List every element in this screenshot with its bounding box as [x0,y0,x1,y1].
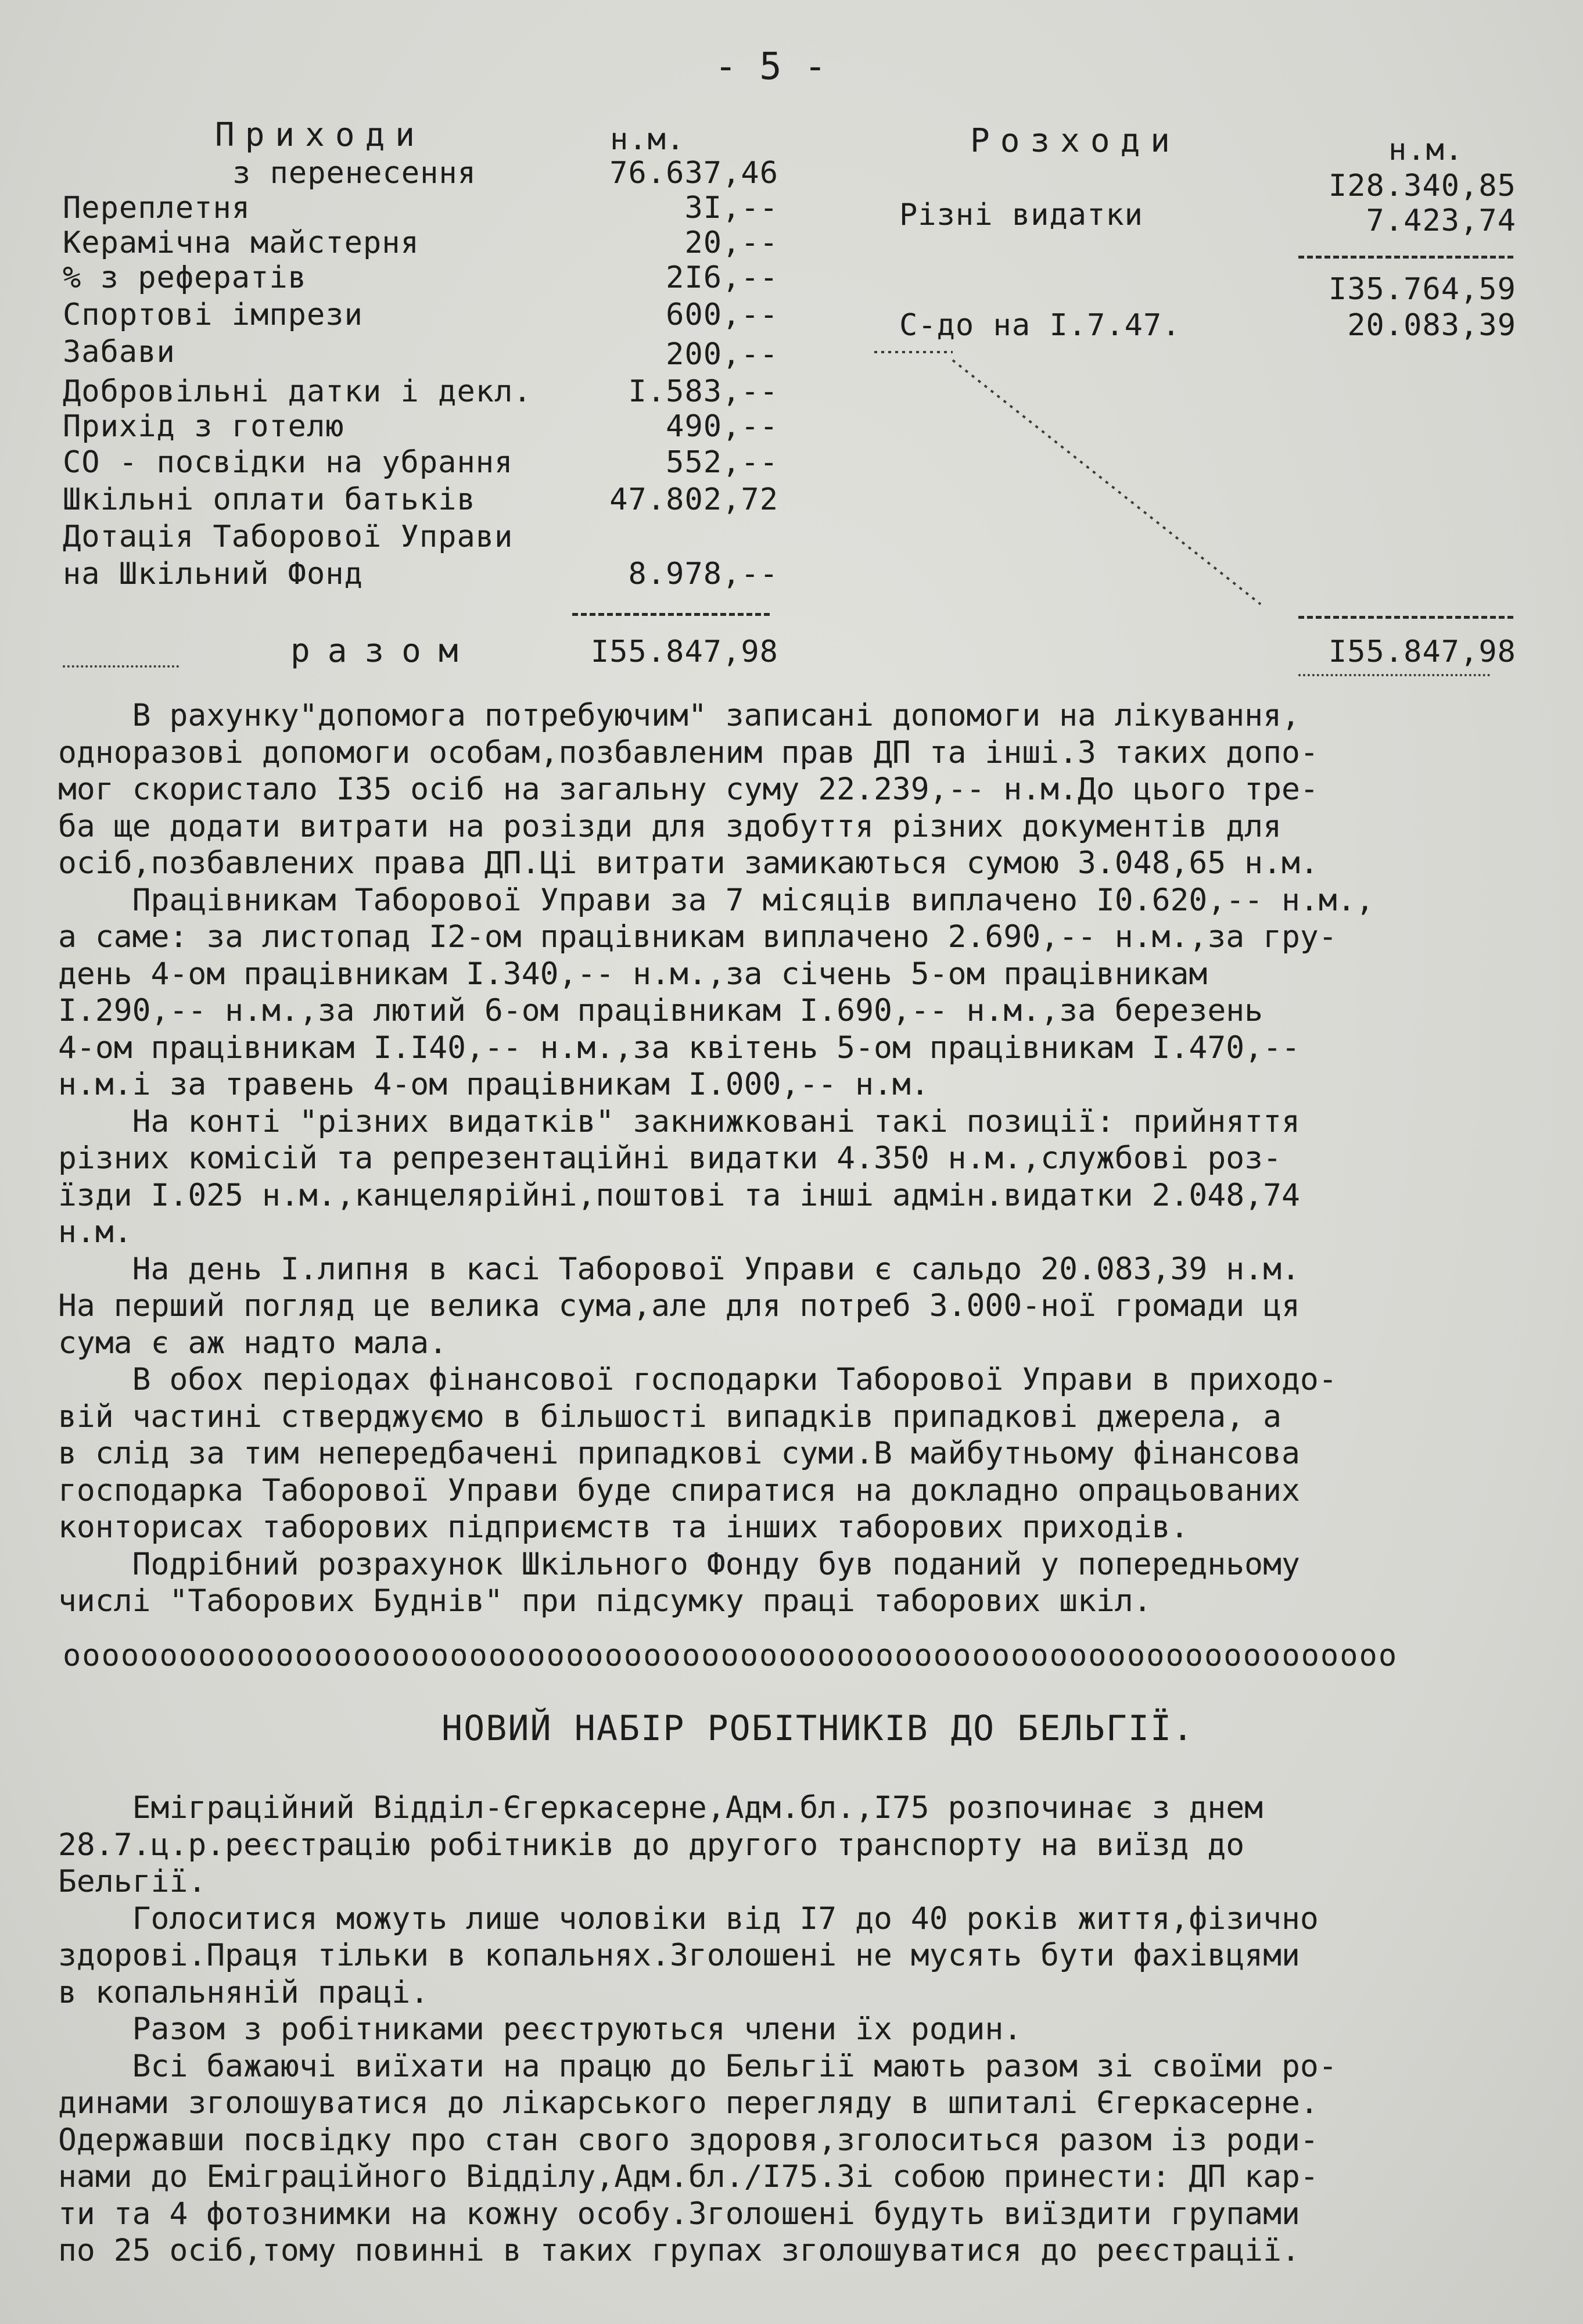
balance-value: 20.083,39 [1347,308,1516,343]
section-title: НОВИЙ НАБІР РОБІТНИКІВ ДО БЕЛЬГІЇ. [441,1708,1195,1749]
text-line: ба ще додати витрати на розізди для здобуття різних документів для [58,808,1282,844]
expense-subtotal: I35.764,59 [1328,272,1516,307]
income-value: 76.637,46 [609,156,778,191]
text-line: н.м. [58,1214,132,1250]
text-line: одноразові допомоги особам,позбавленим прав ДП та інші.З таких допо- [58,734,1319,770]
expense-unit: н.м. [1388,132,1464,167]
text-line: сума є аж надто мала. [58,1325,448,1361]
income-value: 47.802,72 [609,482,778,517]
text-line: Бельгії. [58,1864,207,1899]
income-value: 200,-- [666,337,778,372]
text-line: 4-ом працівникам I.I40,-- н.м.,за квітень 5-ом працівникам I.470,-- [58,1030,1300,1066]
closing-diagonal-line [0,0,1583,697]
text-line: здорові.Праця тільки в копальнях.Зголошені не мусять бути фахівцями [58,1938,1300,1973]
text-line: динами зголошуватися до лікарського перегляду в шпиталі Єгеркасерне. [58,2085,1319,2121]
text-line: по 25 осіб,тому повинні в таких групах зголошуватися до реєстрації. [58,2233,1300,2268]
text-line: В рахунку"допомога потребуючим" записані допомоги на лікування, [58,698,1300,733]
text-line: Всі бажаючі виїхати на працю до Бельгії мають разом зі своїми ро- [58,2048,1337,2084]
income-label: Забави [63,335,175,370]
text-line: а саме: за листопад I2-ом працівникам виплачено 2.690,-- н.м.,за гру- [58,919,1337,955]
text-line: осіб,позбавлених права ДП.Ці витрати замикаються сумою 3.048,65 н.м. [58,845,1319,881]
income-label: Прихід з готелю [63,409,344,444]
balance-label: С-до на I.7.47. [899,308,1181,343]
text-line: різних комісій та репрезентаційні видатки 4.350 н.м.,службові роз- [58,1141,1282,1176]
text-line: конторисах таборових підприємств та інших таборових приходів. [58,1509,1189,1545]
income-label: СО - посвідки на убрання [63,445,514,480]
text-line: в слід за тим непередбачені припадкові суми.В майбутньому фінансова [58,1436,1300,1471]
text-line: На перший погляд це велика сума,але для потреб 3.000-ної громади ця [58,1288,1300,1324]
text-line: I.290,-- н.м.,за лютий 6-ом працівникам I.690,-- н.м.,за березень [58,993,1263,1028]
income-label: на Шкільний Фонд [63,557,363,591]
text-line: мог скористало I35 осіб на загальну суму 22.239,-- н.м.До цього тре- [58,772,1319,807]
paragraph [58,1361,1528,1546]
expense-header: Розходи [970,122,1181,160]
income-value: 600,-- [666,297,778,332]
divider-line: ooooooooooooooooooooooooooooooooooooooooooooooooooooooooooooooooooooo [63,1638,1398,1673]
text-line: На день I.липня в касі Таборової Управи є сальдо 20.083,39 н.м. [58,1251,1300,1287]
text-line: в копальняній праці. [58,1974,429,2010]
income-total-label: разом [290,632,476,670]
paragraph [58,1103,1528,1251]
expense-total-value: I55.847,98 [1328,634,1516,669]
text-line: господарка Таборової Управи буде спиратися на докладно опрацьованих [58,1472,1300,1508]
income-value: 552,-- [666,445,778,480]
text-line: нами до Еміграційного Відділу,Адм.бл./I75.Зі собою принести: ДП кар- [58,2159,1319,2194]
text-line: числі "Таборових Буднів" при підсумку праці таборових шкіл. [58,1583,1152,1619]
paragraph [58,1900,1528,2011]
income-label: Керамічна майстерня [63,225,419,260]
text-line: н.м.і за травень 4-ом працівникам I.000,-- н.м. [58,1067,929,1102]
text-line: їзди I.025 н.м.,канцелярійні,поштові та інші адмін.видатки 2.048,74 [58,1177,1300,1213]
body-text [58,697,1528,1620]
body-text-2 [58,1789,1528,2269]
paragraph [58,1251,1528,1362]
income-value: 3I,-- [684,191,778,225]
income-header: Приходи [215,116,426,154]
income-value: 8.978,-- [628,557,778,591]
text-line: Разом з робітниками реєструються члени їх родин. [58,2011,1022,2047]
expense-value: 7.423,74 [1366,203,1516,238]
expense-value: I28.340,85 [1328,168,1516,203]
income-total-value: I55.847,98 [590,634,778,669]
text-line: Подрібний розрахунок Шкільного Фонду був поданий у попередньому [58,1546,1300,1582]
text-line: день 4-ом працівникам I.340,-- н.м.,за січень 5-ом працівникам [58,956,1208,992]
text-line: ти та 4 фотознимки на кожну особу.Зголошені будуть виїздити групами [58,2196,1300,2232]
text-line: На конті "різних видатків" закнижковані такі позиції: прийняття [58,1103,1300,1139]
paragraph [58,1789,1528,1900]
paragraph [58,2048,1528,2269]
income-label: Добровільні датки і декл. [63,374,532,409]
expense-total-dots [1298,674,1490,676]
text-line: В обох періодах фінансової господарки Таборової Управи в приходо- [58,1362,1337,1397]
income-value: 2I6,-- [666,260,778,295]
income-label: Спортові імпрези [63,297,363,332]
expense-label: Різні видатки [899,198,1143,232]
expense-total-rule [1298,616,1513,619]
paragraph [58,882,1528,1103]
text-line: Еміграційний Відділ-Єгеркасерне,Адм.бл.,I75 розпочинає з днем [58,1790,1263,1826]
income-unit: н.м. [610,122,685,157]
text-line: Працівникам Таборової Управи за 7 місяців виплачено I0.620,-- н.м., [58,882,1374,918]
income-label: Шкільні оплати батьків [63,482,476,517]
text-line: вій частині стверджуємо в більшості випадків припадкові джерела, а [58,1398,1282,1434]
paragraph [58,697,1528,882]
income-value: 490,-- [666,409,778,444]
income-label: % з рефератів [63,260,307,295]
page-number: - 5 - [715,45,827,88]
income-label: Дотація Таборової Управи [63,519,514,554]
paragraph [58,1546,1528,1620]
income-label: з перенесення [232,156,476,191]
income-value: 20,-- [684,225,778,260]
text-line: Голоситися можуть лише чоловіки від I7 до 40 років життя,фізично [58,1900,1319,1936]
income-value: I.583,-- [628,374,778,409]
text-line: 28.7.ц.р.реєстрацію робітників до другого транспорту на виїзд до [58,1827,1245,1863]
text-line: Одержавши посвідку про стан свого здоровя,зголоситься разом із роди- [58,2122,1319,2158]
paragraph [58,2011,1528,2048]
income-label: Переплетня [63,191,251,225]
